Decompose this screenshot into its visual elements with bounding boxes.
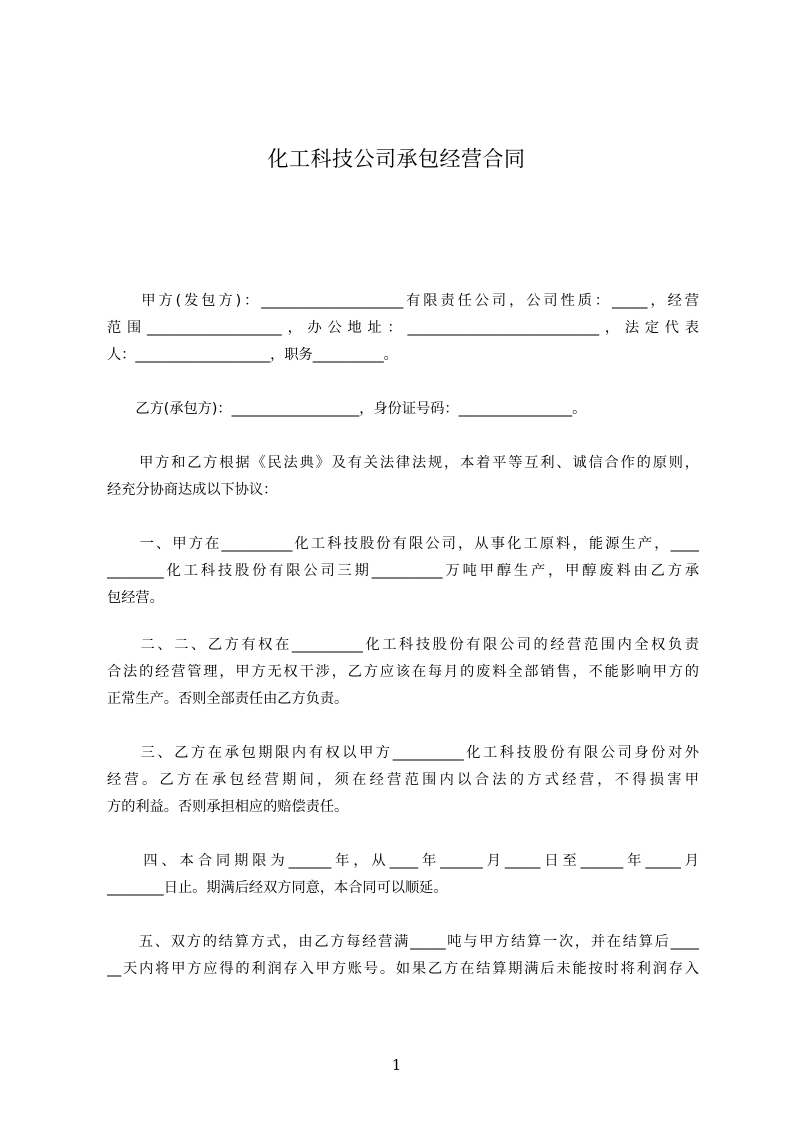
clause-5-line-1: 五、双方的结算方式，由乙方每经营满_____吨与甲方结算一次，并在结算后____ [107, 934, 699, 950]
clause-5-line-2: __天内将甲方应得的利润存入甲方账号。如果乙方在结算期满后未能按时将利润存入 [107, 961, 699, 977]
document-title: 化工科技公司承包经营合同 [267, 147, 526, 171]
clause-3-line-2: 经营。乙方在承包经营期间，须在经营范围内以合法的方式经营，不得损害甲 [107, 772, 699, 788]
clause-2-line-2: 合法的经营管理，甲方无权干涉，乙方应该在每月的废料全部销售，不能影响甲方的 [107, 664, 699, 680]
clause-2-line-3: 正常生产。否则全部责任由乙方负责。 [107, 691, 349, 707]
clause-4-line-1: 四、本合同期限为______年，从____年______月_____日至______年_____月 [107, 853, 699, 869]
clause-3-line-1: 三、乙方在承包期限内有权以甲方__________化工科技股份有限公司身份对外 [107, 745, 699, 761]
clause-1-line-1: 一、甲方在__________化工科技股份有限公司，从事化工原料，能源生产，____ [107, 536, 699, 552]
party-a-line-2: 范围___________________，办公地址：___________________________，法定代表 [107, 320, 699, 336]
clause-3-line-3: 方的利益。否则承担相应的赔偿责任。 [107, 799, 349, 815]
clause-2-line-1: 二、二、乙方有权在__________化工科技股份有限公司的经营范围内全权负责 [107, 637, 699, 653]
party-a-line-1: 甲方(发包方)：____________________有限责任公司，公司性质：_____，经营 [107, 293, 699, 309]
party-a-line-3: 人：___________________，职务__________。 [107, 347, 398, 363]
clause-1-line-2: ________化工科技股份有限公司三期__________万吨甲醇生产，甲醇废料由乙方承 [107, 563, 699, 579]
preamble-line-2: 经充分协商达成以下协议： [107, 482, 278, 498]
clause-4-line-2: ________日止。期满后经双方同意，本合同可以顺延。 [107, 880, 448, 896]
page-number: 1 [391, 1056, 402, 1074]
party-b-line-1: 乙方(承包方)：__________________，身份证号码：________________。 [107, 401, 587, 417]
preamble-line-1: 甲方和乙方根据《民法典》及有关法律法规，本着平等互利、诚信合作的原则， [107, 455, 699, 471]
clause-1-line-3: 包经营。 [107, 590, 164, 606]
